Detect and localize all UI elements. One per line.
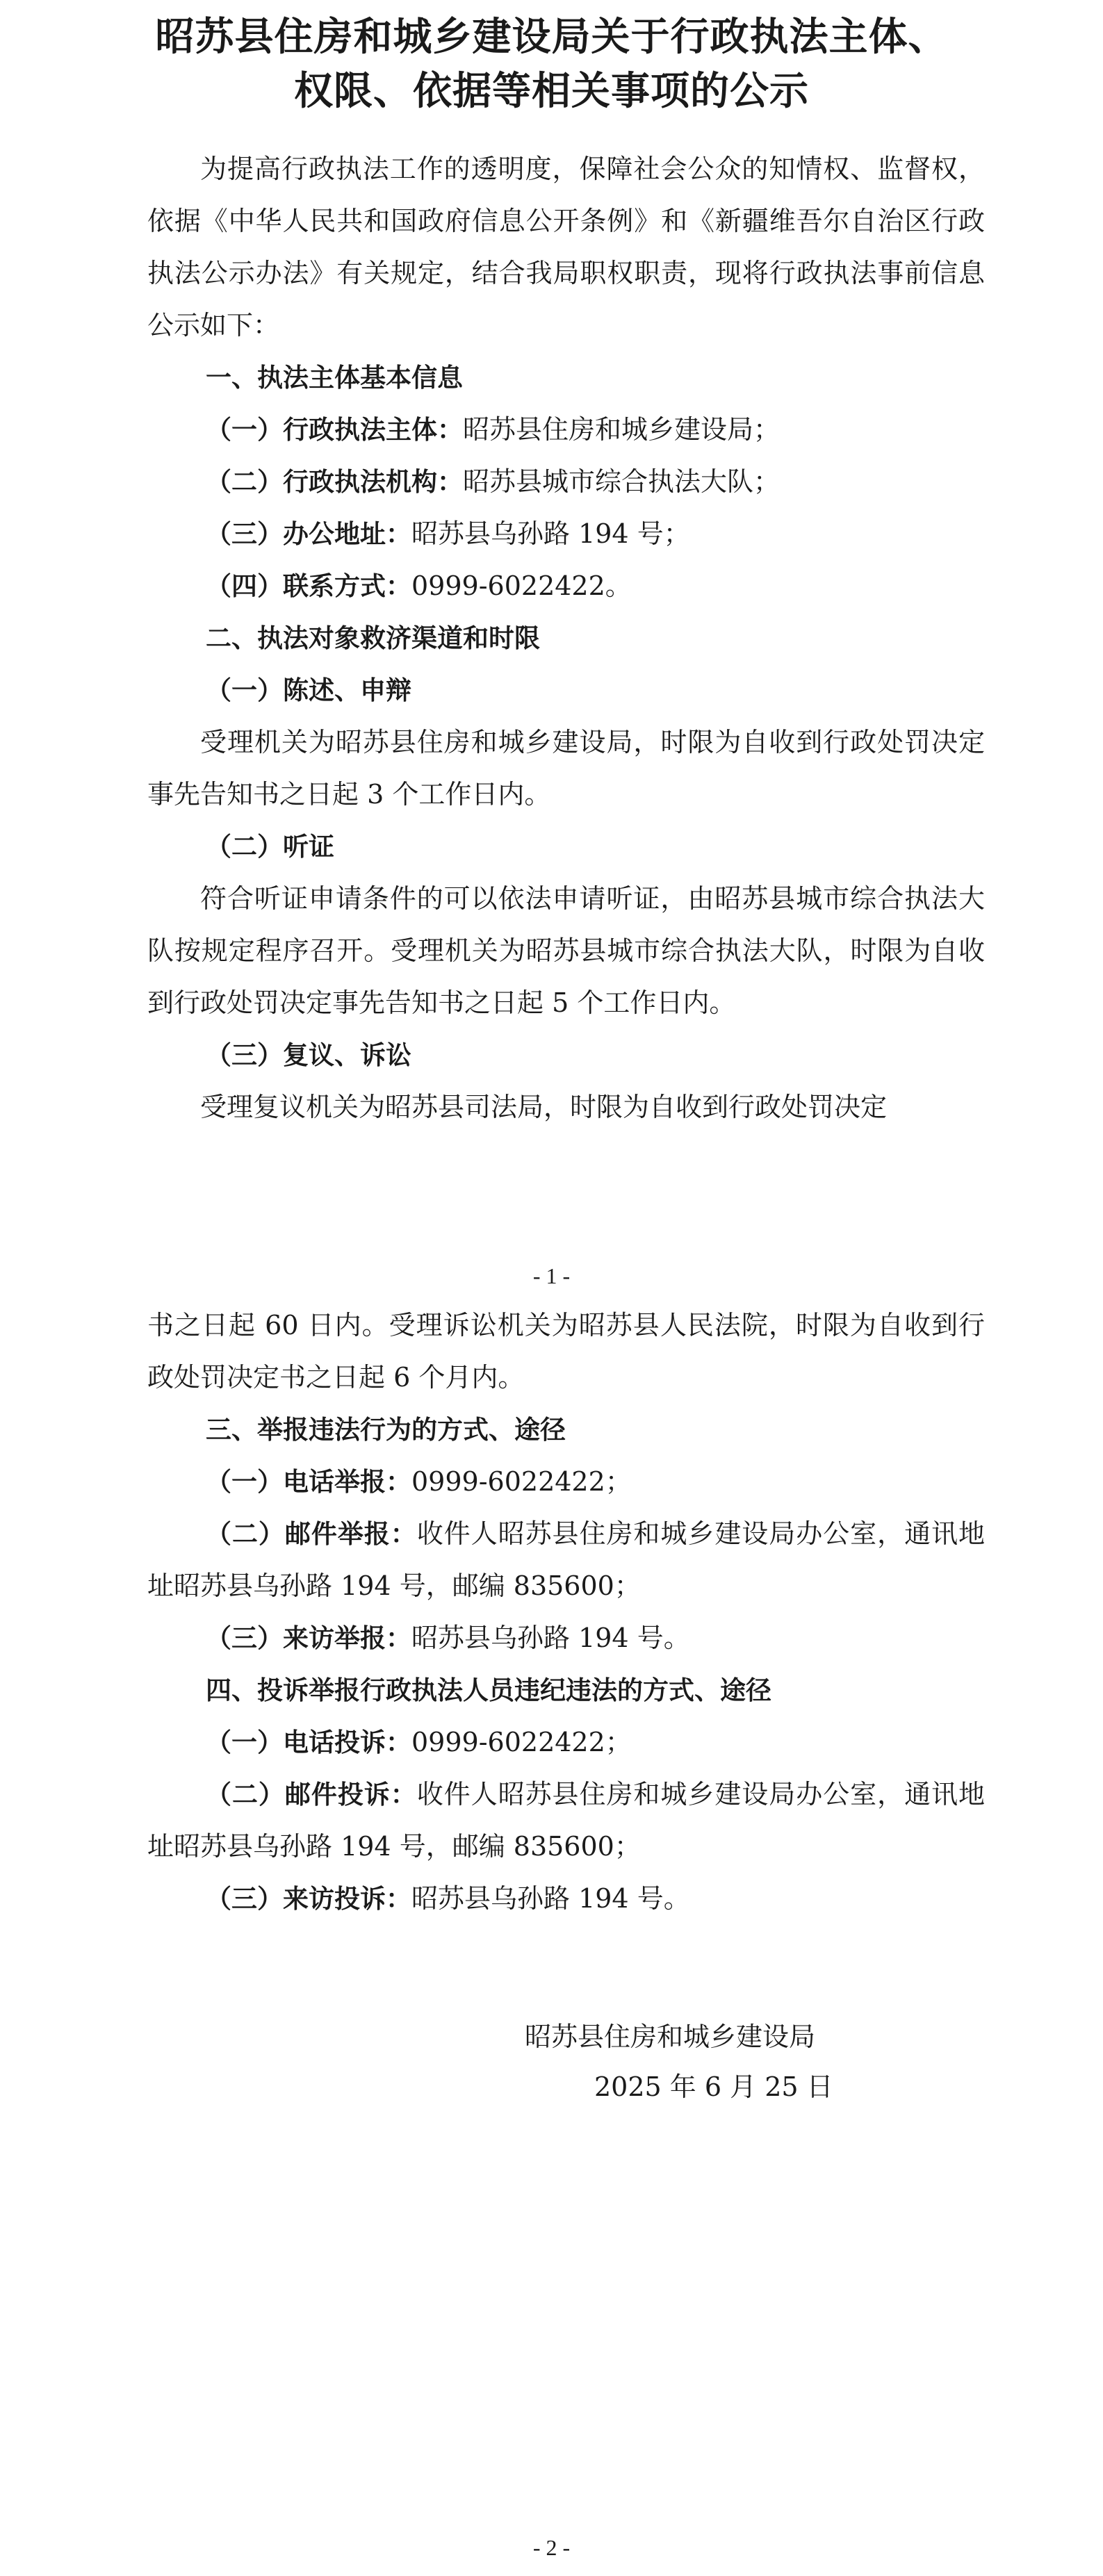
page-2-body [147,1299,985,1925]
item-label: （四）联系方式： [206,571,411,601]
item-text: 昭苏县乌孙路 194 号。 [411,1883,690,1914]
section-2-sub-3-text-part-1: 受理复议机关为昭苏县司法局，时限为自收到行政处罚决定 [200,1092,888,1122]
section-3-heading: 三、举报违法行为的方式、途径 [206,1415,566,1445]
item-text: 收件人昭苏县住房和城乡建设局办公室，通讯地址昭苏县乌孙路 194 号，邮编 835600； [147,1518,985,1601]
section-1-item-1 [147,404,985,456]
section-1-item-3 [147,508,985,560]
section-3-item-3 [147,1612,985,1664]
section-4-item-2 [147,1769,985,1873]
section-1-item-4 [147,560,985,612]
section-2-sub-3-heading: （三）复议、诉讼 [206,1040,411,1070]
item-text: 0999-6022422； [411,1727,632,1757]
item-label: （三）来访投诉： [206,1884,411,1914]
item-text: 昭苏县乌孙路 194 号； [411,518,690,549]
intro-paragraph: 为提高行政执法工作的透明度，保障社会公众的知情权、监督权，依据《中华人民共和国政府信息公开条例》和《新疆维吾尔自治区行政执法公示办法》有关规定，结合我局职权职责，现将行政执法事前信息公示如下： [147,154,985,341]
title-line-2: 权限、依据等相关事项的公示 [294,68,809,114]
item-label: （三）来访举报： [206,1623,411,1653]
signature-organization: 昭苏县住房和城乡建设局 [525,2021,816,2052]
section-3-item-1 [147,1456,985,1508]
page-number-1: - 1 - [532,1263,571,1288]
page-2 [0,1299,1103,2576]
page-1-body [147,143,985,1133]
section-2-sub-3-text-part-2: 书之日起 60 日内。受理诉讼机关为昭苏县人民法院，时限为自收到行政处罚决定书之日起 6 个月内。 [147,1310,985,1393]
item-label: （一）电话投诉： [206,1728,411,1757]
page-number-2: - 2 - [532,2535,571,2560]
section-2-sub-1-text: 受理机关为昭苏县住房和城乡建设局，时限为自收到行政处罚决定事先告知书之日起 3 个工作日内。 [147,727,985,810]
item-label: （一）电话举报： [206,1467,411,1497]
section-4-item-1 [147,1716,985,1769]
item-text: 0999-6022422； [411,1466,632,1497]
item-text: 收件人昭苏县住房和城乡建设局办公室，通讯地址昭苏县乌孙路 194 号，邮编 835600； [147,1779,985,1862]
item-label: （二）行政执法机构： [206,467,463,497]
section-2-sub-2-heading: （二）听证 [206,832,334,862]
item-text: 0999-6022422。 [411,571,632,601]
section-2-sub-1-heading: （一）陈述、申辩 [206,675,411,705]
section-1-item-2 [147,456,985,508]
section-2-sub-2-text: 符合听证申请条件的可以依法申请听证，由昭苏县城市综合执法大队按规定程序召开。受理机关为昭苏县城市综合执法大队，时限为自收到行政处罚决定事先告知书之日起 5 个工作日内。 [147,883,985,1018]
item-label: （二）邮件举报： [206,1519,417,1549]
item-label: （一）行政执法主体： [206,415,463,445]
section-4-item-3 [147,1873,985,1925]
section-3-item-2 [147,1508,985,1612]
item-label: （三）办公地址： [206,519,411,549]
section-2-heading: 二、执法对象救济渠道和时限 [206,623,540,653]
item-text: 昭苏县乌孙路 194 号。 [411,1623,690,1653]
document-title [104,10,999,118]
signature-date: 2025 年 6 月 25 日 [594,2072,833,2102]
item-text: 昭苏县住房和城乡建设局； [463,414,781,445]
title-line-1: 昭苏县住房和城乡建设局关于行政执法主体、 [155,14,948,60]
item-text: 昭苏县城市综合执法大队； [463,466,781,497]
section-4-heading: 四、投诉举报行政执法人员违纪违法的方式、途径 [206,1675,771,1705]
section-1-heading: 一、执法主体基本信息 [206,363,463,393]
item-label: （二）邮件投诉： [206,1780,417,1810]
